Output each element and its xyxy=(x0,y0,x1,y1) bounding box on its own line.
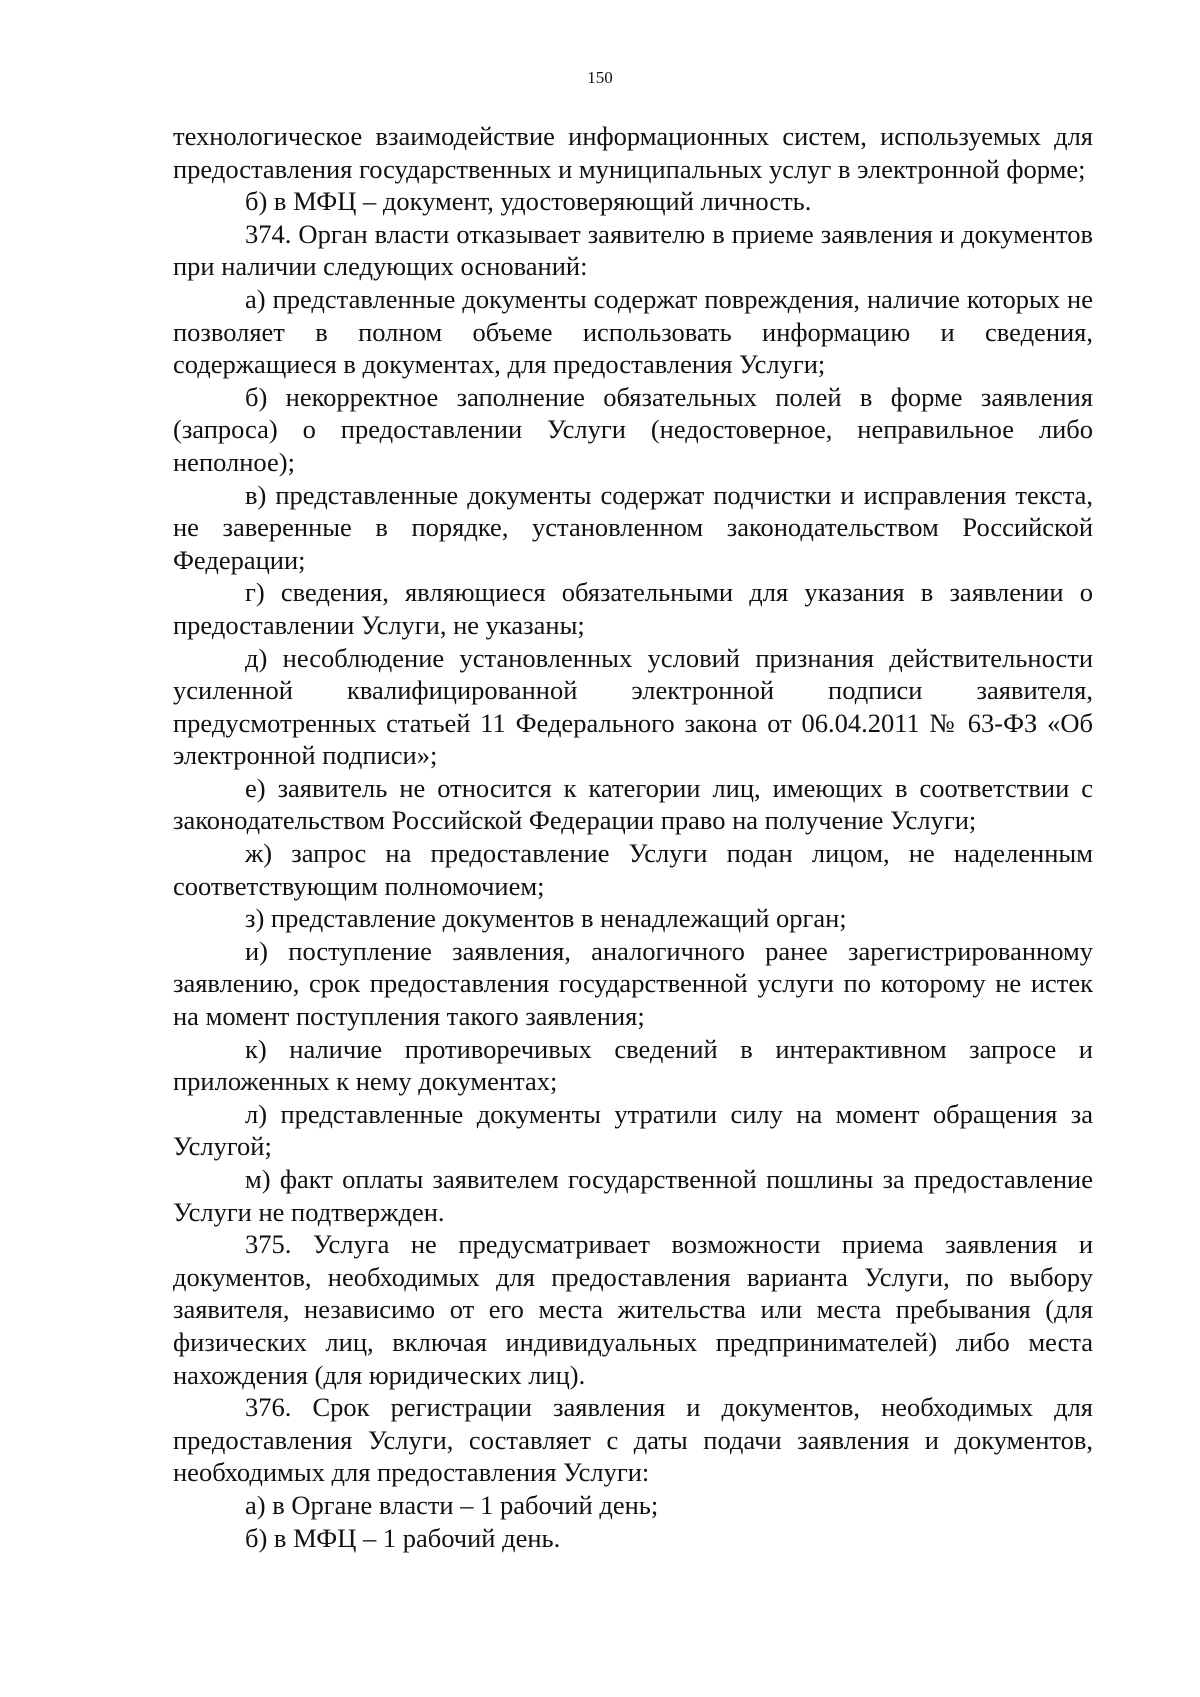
paragraph: б) некорректное заполнение обязательных полей в форме заявления (запроса) о предоставлении Услуги (недостоверное, неправильное либо неполное); xyxy=(173,381,1093,477)
paragraph: и) поступление заявления, аналогичного ранее зарегистрированному заявлению, срок предоставления государственной услуги по которому не истек на момент поступления такого заявления; xyxy=(173,935,1093,1032)
paragraph: г) сведения, являющиеся обязательными для указания в заявлении о предоставлении Услуги, не указаны; xyxy=(173,577,1093,640)
paragraph: б) в МФЦ – документ, удостоверяющий личность. xyxy=(245,186,812,217)
paragraph: л) представленные документы утратили силу на момент обращения за Услугой; xyxy=(173,1098,1093,1162)
paragraph: а) представленные документы содержат повреждения, наличие которых не позволяет в полном объеме использовать информацию и сведения, содержащиеся в документах, для предоставления Услуги; xyxy=(173,283,1093,380)
paragraph: к) наличие противоречивых сведений в интерактивном запросе и приложенных к нему документах; xyxy=(173,1033,1093,1097)
paragraph: в) представленные документы содержат подчистки и исправления текста, не заверенные в порядке, установленном законодательством Российской Федерации; xyxy=(173,479,1093,575)
paragraph: технологическое взаимодействие информационных систем, используемых для предоставления государственных и муниципальных услуг в электронной форме; xyxy=(173,121,1093,184)
page-number: 150 xyxy=(587,68,613,87)
paragraph: ж) запрос на предоставление Услуги подан лицом, не наделенным соответствующим полномочием; xyxy=(173,838,1093,901)
paragraph: б) в МФЦ – 1 рабочий день. xyxy=(245,1522,561,1553)
paragraph: 375. Услуга не предусматривает возможности приема заявления и документов, необходимых для предоставления варианта Услуги, по выбору заявителя, независимо от его места жительства или места пребывания (для физических лиц, включая индивидуальных предпринимателей) либо места нахождения (для юридических лиц). xyxy=(173,1229,1093,1390)
paragraph: м) факт оплаты заявителем государственной пошлины за предоставление Услуги не подтвержден. xyxy=(173,1164,1093,1227)
paragraph: д) несоблюдение установленных условий признания действительности усиленной квалифицированной электронной подписи заявителя, предусмотренных статьей 11 Федерального закона от 06.04.2011 № 63-ФЗ «Об электронной подписи»; xyxy=(173,642,1093,771)
paragraph: е) заявитель не относится к категории лиц, имеющих в соответствии с законодательством Российской Федерации право на получение Услуги; xyxy=(173,772,1093,836)
document-body xyxy=(173,120,1093,1554)
paragraph: з) представление документов в ненадлежащий орган; xyxy=(245,903,847,934)
paragraph: 376. Срок регистрации заявления и документов, необходимых для предоставления Услуги, составляет с даты подачи заявления и документов, необходимых для предоставления Услуги: xyxy=(173,1392,1093,1488)
paragraph: 374. Орган власти отказывает заявителю в приеме заявления и документов при наличии следующих оснований: xyxy=(173,218,1093,282)
paragraph: а) в Органе власти – 1 рабочий день; xyxy=(245,1489,659,1520)
